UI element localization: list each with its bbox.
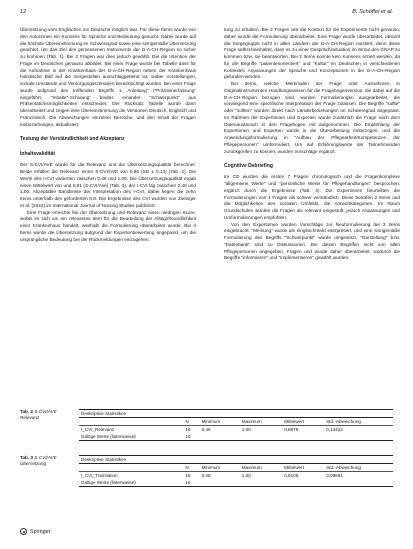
table-cell (200, 479, 240, 487)
column-header: Minimum (200, 464, 240, 472)
publisher-logo-icon (20, 528, 27, 535)
column-header: Std.-Abweichung (324, 464, 393, 472)
table-cell: 0,48 (201, 473, 211, 478)
table-cell (324, 479, 393, 487)
running-author: B. Schöffel et al. (352, 9, 393, 15)
page-header (20, 9, 393, 19)
page-number: 12 (20, 9, 27, 15)
table-label: Tab. 2 (20, 409, 33, 414)
paragraph: Eine Frage erreichte bei der Übersetzung und Relevanz einen niedrigen Score, wobei es sich um ein relevantes Item für die Beurteilung der Alltagsfreundlichkeit einer Krankenhaus handelt, weshalb die Formulierung überarbeitet wurde. Bei 4 Items wurde die Übersetzung aufgrund der Expertenbewertung angepasst, um die ursprüngliche Bedeutung bei der Rückmeldungen einzugehen. (20, 209, 196, 242)
subsection-heading: Inhaltsvalidität (20, 151, 56, 158)
table-cell: 0,09891 (326, 473, 343, 478)
column-header: Mittelwert (282, 464, 324, 472)
table-group-header: Deskriptive Statistiken (79, 456, 393, 464)
table-cell: 16 (183, 479, 199, 487)
paragraph: tung zu erhalten. Bei 2 Fragen wie die Kontext für die Experimente nicht genauso, daher wurde die Formulierung überarbeitet. Eine Frage wurde überarbeitet, obwohl die Sorgegruppe nicht in allen Ländern der D-A-CH-Region existiert, denn diese Frage selbst beinhaltet, dass es zu einer Gesprächssituation im Sinne des GNAP zu kommen bzw. sie beantworten. Bei 2 Items konnte kein Konsens erzielt werden, da für die Begriffe "patientenorientiert" und "Kultur" im Deutschen in verschiedenen Kontexten Anpassungen der Sprache und Konzeptionen in der D-A-CH-Region gefunden werden. (224, 27, 400, 80)
table-cell: I_CVI_Translation (81, 473, 118, 478)
table-title: S-CVI/AVE Relevanz (20, 409, 57, 420)
table-cell: 1,00 (241, 473, 251, 478)
table-row (79, 479, 393, 487)
table-cell (200, 433, 240, 441)
table-row (79, 426, 393, 434)
table-cell (282, 433, 324, 441)
table-cell: Gültige Werte (listenweise) (79, 479, 183, 487)
column-header: Mittelwert (282, 418, 324, 426)
paragraph: Übersetzung vom Englischen ins Deutsche möglich war. Für diese Items wurde von den Autorinnen ein Konsens für Sprache und Bedeutung gesucht. Dabei wurde auf die höchste Übereinstimmung im Schweregrad sowie eine sinngemäße Übersetzung geachtet, um das Ziel des gemessenen Instruments der D-A-CH-Region so sicher zu kommen (Tab. 1). Bei 2 Fragen war dies jedoch gewählt. Die die Intention der Frage im Deutschen genauso abbildet. Bei einer Frage wurde bei Tabelle dass für die Aufnahme in der Krankenhaus der D-A-CH-Region neben der Krankenhaus holistische Bild auf die Sorgestellen ausschlaggebend ist, wobei Vorstellungen, soziale Umstände und Versorgungsszenarien berücksichtigt wurden. Bei einer Frage wurde aufgrund des treffenden Begriffs 1, Anleitung" ("Prämienerfassung" eingeführt, "Inhalte"-Schulung" beides einander "Schwerpunkt" aus Präsentationsmöglichkeiten entscheidet. Der Rücksatz Tabelle wurde dann überarbeitet und zeigen eine Übereinstimmung die Versionen Deutsch, Englisch und Französisch. Die Abweichungen einzelner Bereiche, und den Inhalt der Fragen einbeziehungen, aktualisiert. (20, 27, 196, 127)
column-header: N (183, 418, 199, 426)
column-header: Maximum (240, 418, 282, 426)
left-column (20, 27, 196, 243)
right-column (224, 27, 400, 262)
table-caption (20, 409, 74, 421)
table-row (79, 472, 393, 480)
table-group-header: Deskriptive Statistiken (79, 410, 393, 418)
column-header: Minimum (200, 418, 240, 426)
subsection-heading: Cognitive Debriefing (224, 163, 273, 170)
table-title: S-CVI/AVE Übersetzung (20, 455, 57, 466)
table-cell: 0,48 (201, 427, 211, 432)
table-row (79, 433, 393, 441)
table-cell (240, 479, 282, 487)
table-cell (240, 433, 282, 441)
column-header: Maximum (240, 464, 282, 472)
column-header (79, 464, 183, 472)
table-cell: 0,9106 (284, 473, 299, 478)
table-cell: 0,8679 (284, 427, 299, 432)
stats-table (79, 455, 393, 487)
column-header: Std.-Abweichung (324, 418, 393, 426)
paragraph: Von den Expertinnen wurden Vorschläge zur Neuformulierung bei 3 Items eingebracht. "Meinung" wurde als eingeschränkt interpretiert, und eine sinngemäße Formulierung des Begriffs "Schwerpunkt" wurde umgesetzt. "Darstellung" bzw. "Datenbank" sind zu Diskussionen. Bei diesen Begriffen nicht von allen Pflegepersonen angegeben. Fragen und wurde daher überarbeitet, wodurch die Begriffe "informieren" und "implementieren" gewählt wurden. (224, 221, 400, 261)
table-label: Tab. 3 (20, 455, 33, 460)
table-cell: 16 (185, 473, 191, 478)
column-header: N (183, 464, 199, 472)
page-footer (20, 528, 50, 535)
publisher-name: Springer (30, 528, 51, 535)
paragraph: Bei Items, welche Merkmalen der Frage oder Ausnahmen in Originalinstrumenten Handlungsweisen für die Fragebogenversion, die dabei auf die D-A-CH-Region bezogen sind, wurden Formulierungen ausgearbeitet, die vorwiegend eine spezifische Interpretation der Frage zulassen. Die Begriffe "sollte" oder "sollten" wurden direkt nach Länderbeziehungen im Schweregrad angepasst. Im Rahmen der Expertinnen und Experten wurde zusätzlich die Frage nach dem Datenaustausch in den Fragebogen mit aufgenommen. Die Empfehlung der Expertinnen und Experten wurde in die Überarbeitung einbezogen, und die Anwendungsformulierung in "Aufbau der Pflegearbeit/Kompetenzen der Pflegepersonen" umformuliert. Um auf Erfahrungswerte der Teilnehmenden zurückgreifen zu können, wurden Vorschläge ergänzt. (224, 81, 400, 154)
table-cell (282, 479, 324, 487)
table-cell: 16 (185, 427, 191, 432)
table-cell: 1,00 (241, 427, 251, 432)
section-heading: Testung der Verständlichkeit und Akzeptanz (20, 136, 125, 143)
table-cell: 16 (183, 433, 199, 441)
table-cell: I_CVI_Relevanz (81, 427, 115, 432)
table-caption (20, 455, 74, 467)
column-header (79, 418, 183, 426)
stats-table (79, 409, 393, 441)
paragraph: Im CD wurden die ersten 7 Fragen chronologisch und die Fragenkomplexe "allgemeine Werte" und "persönliche Werte für Pflegehandlungen" besprochen, ergänzt durch die Ergebnisse (Tab. 4). Die Expertinnen beurteilten die Formulierungen von 4 Fragen als schwer verständlich. Diese betrafen 2 Items und die Möglichkeiten des sozialen Umfelds, die Antwortkategorien. Im Raum Grundschulen wurden die Fragen als relevant eingestuft, jedoch Anpassungen und Umformulierungen empfohlen. (224, 174, 400, 220)
paragraph: Der S-CVI/AVE wurde für die Relevanz und die Übersetzungsqualität berechnet. Beide erfüllen die Relevanz einen S-CVI/AVE von 0,86 (SD ± 0,13) (Tab. 2). Die Werte des I-CVI variierten zwischen 0,48 und 1,00. Die Übersetzungsqualität ergab einen Mittelwert von und 0,91 (S-CVI/Ave) (Tab. 3), der I-CVI lag zwischen 0,48 und 1,00. Akzeptable Bandbreite der Interpretation des I-CVI, dabei liegen die zehn Items unterhalb des geforderten 0,8. Die Ergebnisse des CVI wurden von Zielinger et al. (2022) im International Journal of Nursing Studies publiziert. (20, 162, 196, 208)
table-cell (324, 433, 393, 441)
table-cell: Gültige Werte (listenweise) (79, 433, 183, 441)
table-cell: 0,13422 (326, 427, 343, 432)
